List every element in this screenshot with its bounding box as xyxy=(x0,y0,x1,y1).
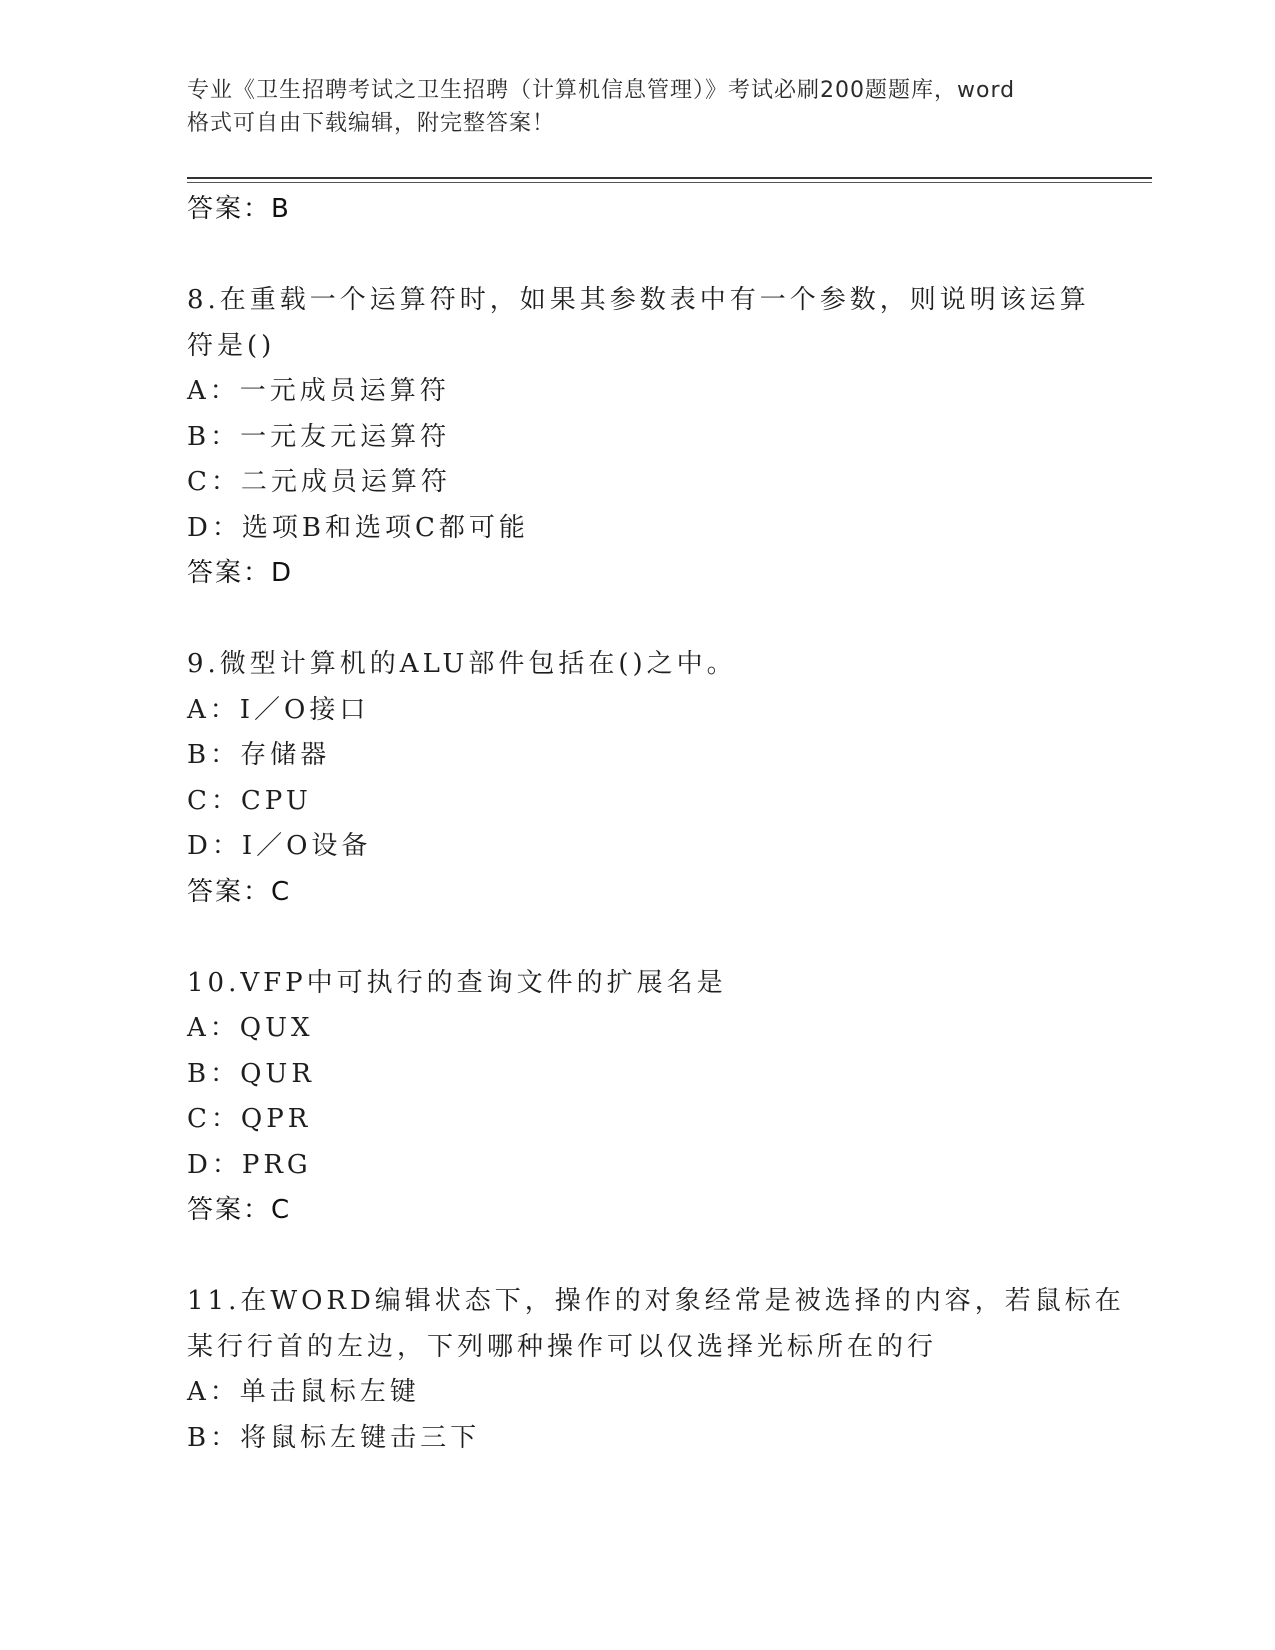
spacer xyxy=(187,1234,1087,1280)
option-b: B：将鼠标左键击三下 xyxy=(187,1422,481,1453)
answer-line: 答案：D xyxy=(187,558,294,588)
question-8 xyxy=(187,278,1090,597)
option-a: A：单击鼠标左键 xyxy=(187,1377,420,1407)
option-b: B：存储器 xyxy=(187,740,331,770)
answer-line: 答案：C xyxy=(187,876,292,907)
option-c: C：二元成员运算符 xyxy=(187,467,451,497)
answer-line: 答案：B xyxy=(187,194,291,224)
question-stem: 符是() xyxy=(187,330,276,361)
answer-line: 答案：C xyxy=(187,1195,292,1225)
question-stem: 8.在重载一个运算符时，如果其参数表中有一个参数，则说明该运算 xyxy=(187,285,1090,315)
question-list xyxy=(187,187,1125,1461)
option-c: C：QPR xyxy=(187,1104,312,1134)
spacer xyxy=(187,233,1087,279)
question-stem: 某行行首的左边，下列哪种操作可以仅选择光标所在的行 xyxy=(187,1331,938,1362)
header-divider-thin xyxy=(187,182,1152,183)
option-d: D：选项B和选项C都可能 xyxy=(187,512,529,543)
question-11 xyxy=(187,1279,1125,1461)
option-d: D：I／O设备 xyxy=(187,831,372,861)
page-header xyxy=(187,74,1087,140)
option-a: A：一元成员运算符 xyxy=(187,376,450,406)
header-line-2: 格式可自由下载编辑，附完整答案！ xyxy=(187,111,556,136)
question-10 xyxy=(187,961,1087,1234)
option-c: C：CPU xyxy=(187,785,312,816)
option-a: A：QUX xyxy=(187,1013,314,1043)
header-line-1: 专业《卫生招聘考试之卫生招聘（计算机信息管理）》考试必刷200题题库，word xyxy=(187,78,1016,103)
question-9 xyxy=(187,642,1087,915)
option-d: D：PRG xyxy=(187,1149,312,1180)
spacer xyxy=(187,915,1087,961)
question-stem: 9.微型计算机的ALU部件包括在()之中。 xyxy=(187,649,737,679)
question-stem: 11.在WORD编辑状态下，操作的对象经常是被选择的内容，若鼠标在 xyxy=(187,1286,1125,1316)
option-b: B：一元友元运算符 xyxy=(187,421,451,452)
option-a: A：I／O接口 xyxy=(187,694,370,725)
option-b: B：QUR xyxy=(187,1058,315,1089)
question-stem: 10.VFP中可执行的查询文件的扩展名是 xyxy=(187,967,727,998)
header-divider-thick xyxy=(187,177,1152,179)
spacer xyxy=(187,597,1087,643)
